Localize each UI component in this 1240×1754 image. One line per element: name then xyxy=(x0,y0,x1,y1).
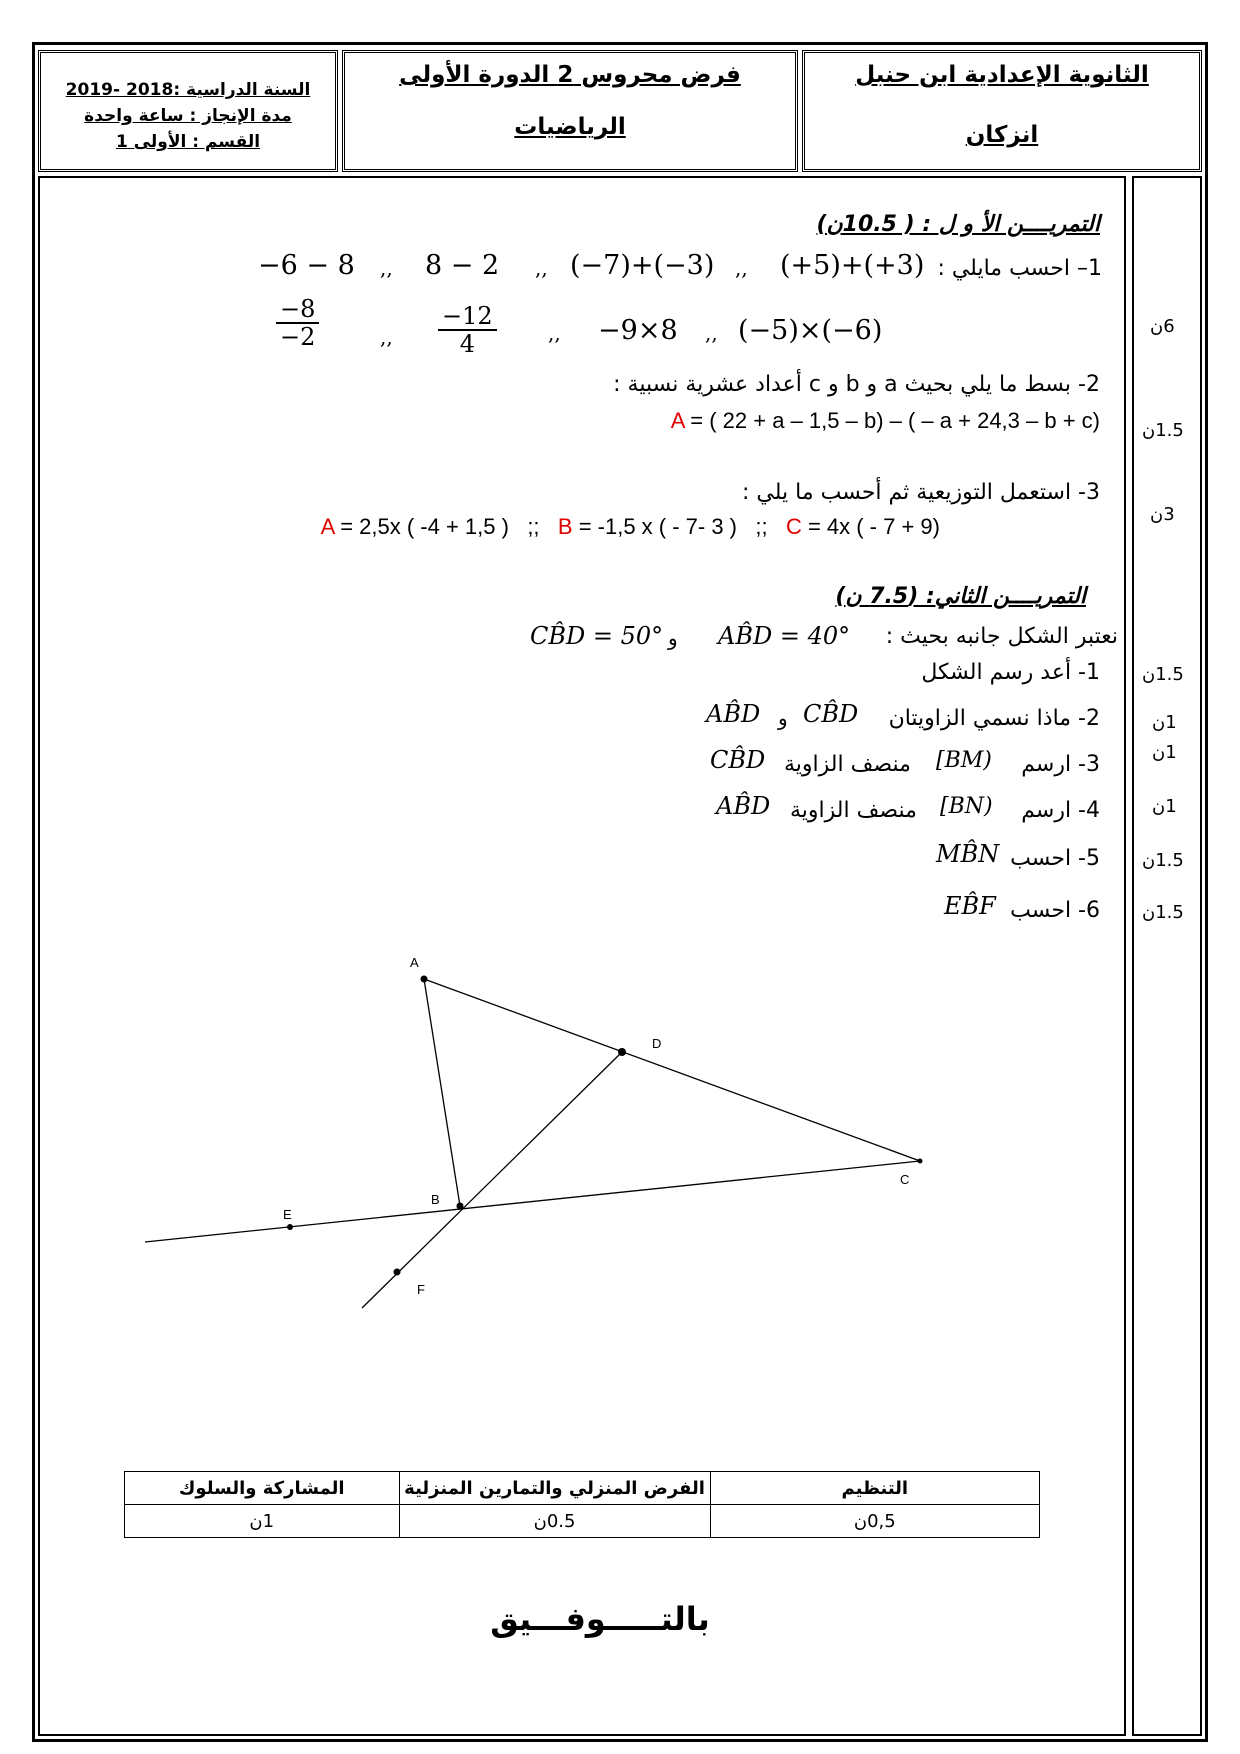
point-A xyxy=(421,976,428,983)
table-row xyxy=(125,1505,1040,1538)
ex1-q3-C-label: C xyxy=(785,514,802,539)
line-EC xyxy=(145,1161,920,1242)
ex2-q3-angle: CB̂D xyxy=(710,746,766,774)
school-name: الثانوية الإعدادية ابن حنبل xyxy=(855,62,1149,88)
label-D: D xyxy=(652,1036,662,1051)
ex1-q1-sep-4: ,, xyxy=(705,321,718,345)
exercise2-title: التمريــــن الثاني: (7.5 ن) xyxy=(835,584,1086,609)
ex2-q3-post: منصف الزاوية xyxy=(784,752,911,777)
mark-ex2-q6: 1.5ن xyxy=(1142,902,1184,923)
mark-ex2-q1: 1.5ن xyxy=(1142,664,1184,685)
ex1-q3-text: 3- استعمل التوزيعية ثم أحسب ما يلي : xyxy=(741,480,1100,505)
ex2-q5: 5- احسب xyxy=(1010,846,1100,871)
ex2-q6: 6- احسب xyxy=(1010,898,1100,923)
line-DF xyxy=(362,1052,622,1308)
table-header-row xyxy=(125,1472,1040,1505)
label-C: C xyxy=(900,1172,910,1187)
ex1-q1-sep-6: ,, xyxy=(380,325,393,349)
ex1-q1-expr-1: (+5)+(+3) xyxy=(780,250,925,281)
ex1-q1-expr-3: 8 − 2 xyxy=(425,250,500,281)
mark-ex1-q2: 1.5ن xyxy=(1142,420,1184,441)
ex2-q2-angle-2: AB̂D xyxy=(706,700,761,728)
ex1-q3-A-label: A xyxy=(320,514,335,539)
ex1-q3-B: = -1,5 x ( - 7- 3 ) xyxy=(572,514,738,539)
point-E xyxy=(287,1224,293,1230)
ex1-q3-sep-2: ;; xyxy=(755,514,768,539)
fraction-1-denominator: 4 xyxy=(459,330,475,358)
ex1-q1-label: 1– احسب مايلي : xyxy=(937,256,1102,281)
point-D xyxy=(618,1048,626,1056)
label-A: A xyxy=(410,955,419,970)
segment-AC xyxy=(424,979,920,1161)
ex2-q3-ray: [BM) xyxy=(936,748,992,773)
exercise1-title: التمريــــن الأ و ل : ( 10.5ن) xyxy=(816,212,1100,237)
ex1-q3-A: = 2,5x ( -4 + 1,5 ) xyxy=(334,514,509,539)
fraction-2-numerator: −8 xyxy=(276,296,319,324)
segment-AB xyxy=(424,979,460,1206)
ex2-intro: نعتبر الشكل جانبه بحيث : xyxy=(885,624,1118,649)
ex2-q2: 2- ماذا نسمي الزاويتان xyxy=(888,706,1100,731)
evaluation-table xyxy=(124,1471,1040,1538)
ex1-q1-expr-5: (−5)×(−6) xyxy=(738,315,883,346)
mark-ex1-q3: 3ن xyxy=(1150,504,1175,525)
fraction-1-numerator: −12 xyxy=(438,303,497,331)
label-E: E xyxy=(283,1207,292,1222)
ex2-q4-ray: [BN) xyxy=(940,794,993,819)
point-F xyxy=(394,1269,401,1276)
exam-title: فرض محروس 2 الدورة الأولى xyxy=(399,62,741,88)
duration: مدة الإنجاز : ساعة واحدة xyxy=(84,106,292,126)
ex1-q1-sep-3: ,, xyxy=(380,256,393,280)
mark-ex1-q1: 6ن xyxy=(1150,316,1175,337)
ex1-q1-expr-2: (−7)+(−3) xyxy=(570,250,715,281)
ex2-q1: 1- أعد رسم الشكل xyxy=(921,660,1100,685)
ex1-q1-expr-6: 8×9− xyxy=(598,315,678,346)
point-C xyxy=(918,1159,923,1164)
ex2-q2-and: و xyxy=(778,706,788,730)
table-cell: 0.5ن xyxy=(399,1505,710,1538)
ex2-angle-abd: AB̂D = 40° xyxy=(718,622,851,650)
school-town: انزكان xyxy=(965,122,1039,148)
ex2-q4-pre: 4- ارسم xyxy=(1021,798,1100,823)
mark-ex2-q4: 1ن xyxy=(1152,796,1177,817)
table-header: المشاركة والسلوك xyxy=(125,1472,400,1505)
ex2-and: و xyxy=(668,626,678,650)
mark-ex2-q5: 1.5ن xyxy=(1142,850,1184,871)
table-header: التنظيم xyxy=(710,1472,1039,1505)
ex2-q6-angle: EB̂F xyxy=(944,892,996,920)
ex2-q2-angle-1: CB̂D xyxy=(803,700,859,728)
ex2-q4-post: منصف الزاوية xyxy=(790,798,917,823)
ex1-q3-C: = 4x ( - 7 + 9) xyxy=(801,514,940,539)
mark-ex2-q2: 1ن xyxy=(1152,712,1177,733)
fraction-2-denominator: −2 xyxy=(280,323,316,351)
ex2-q3-pre: 3- ارسم xyxy=(1021,752,1100,777)
subject-title: الرياضيات xyxy=(514,114,626,140)
mark-ex2-q3: 1ن xyxy=(1152,742,1177,763)
good-luck: بالتـــــوفـــيق xyxy=(490,1600,710,1638)
ex1-q2-expr-label: A xyxy=(670,408,685,433)
ex1-q3-B-label: B xyxy=(557,514,573,539)
school-year: السنة الدراسية :2018 -2019 xyxy=(65,80,311,100)
ex2-q5-angle: MB̂N xyxy=(936,840,1000,868)
ex1-q1-sep-1: ,, xyxy=(735,256,748,280)
ex2-angle-cbd: CB̂D = 50° xyxy=(530,622,664,650)
ex1-q2-expr-body: = ( 22 + a – 1,5 – b) – ( – a + 24,3 – b + c) xyxy=(684,408,1100,433)
ex1-q1-sep-5: ,, xyxy=(548,321,561,345)
ex2-q4-angle: AB̂D xyxy=(716,792,771,820)
label-B: B xyxy=(431,1192,440,1207)
class-name: القسم : الأولى 1 xyxy=(115,132,261,152)
ex1-q2-text: 2- بسط ما يلي بحيث a و b و c أعداد عشرية نسبية : xyxy=(613,372,1100,397)
table-header: الفرض المنزلي والتمارين المنزلية xyxy=(399,1472,710,1505)
ex1-q1-expr-4: −6 − 8 xyxy=(258,250,355,281)
point-B xyxy=(457,1203,464,1210)
table-cell: 0,5ن xyxy=(710,1505,1039,1538)
ex1-q3-sep-1: ;; xyxy=(527,514,540,539)
ex1-q1-sep-2: ,, xyxy=(535,256,548,280)
table-cell: 1ن xyxy=(125,1505,400,1538)
label-F: F xyxy=(417,1282,425,1297)
